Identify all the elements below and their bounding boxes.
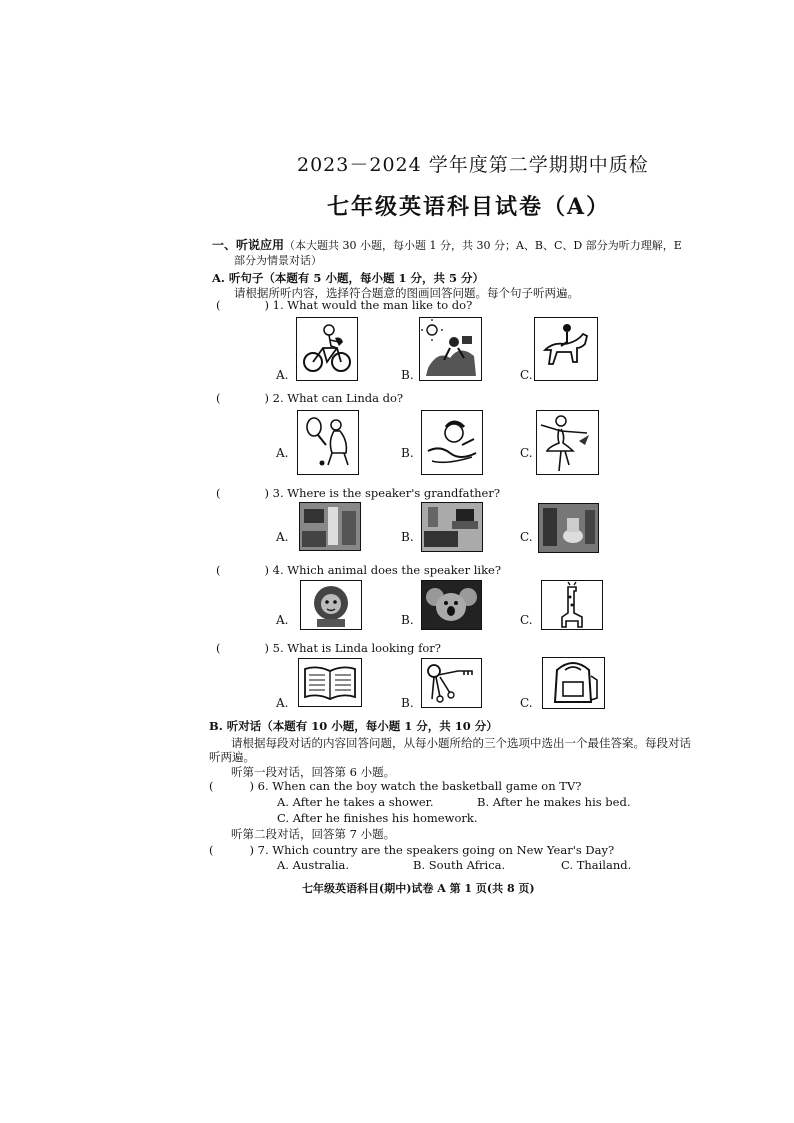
answer-blank[interactable]: ( ) xyxy=(216,486,269,500)
giraffe-icon xyxy=(542,581,602,629)
part1-heading xyxy=(212,236,682,253)
q4-option-a-picture[interactable] xyxy=(300,580,362,630)
q6-option-a[interactable]: A. After he takes a shower. xyxy=(277,795,434,809)
backpack-icon xyxy=(543,658,604,708)
bicycle-icon xyxy=(297,318,357,380)
q2-option-c-picture[interactable] xyxy=(536,410,599,475)
q5-option-b-picture[interactable] xyxy=(421,658,482,708)
q4-option-a-label[interactable]: A. xyxy=(276,613,289,627)
q1-option-b-label[interactable]: B. xyxy=(401,368,414,382)
question-1 xyxy=(216,298,472,312)
q3-option-a-label[interactable]: A. xyxy=(276,530,289,544)
question-3-text: 3. Where is the speaker's grandfather? xyxy=(272,486,501,500)
question-5-text: 5. What is Linda looking for? xyxy=(272,641,441,655)
question-6 xyxy=(209,779,581,793)
lion-icon xyxy=(301,581,361,629)
q2-option-a-label[interactable]: A. xyxy=(276,446,289,460)
q6-option-c[interactable]: C. After he finishes his homework. xyxy=(277,811,478,825)
bathroom-icon xyxy=(539,504,598,552)
kitchen-icon xyxy=(300,503,360,550)
answer-blank[interactable]: ( ) xyxy=(209,843,254,857)
tennis-player-icon xyxy=(298,411,358,474)
question-7-text: 7. Which country are the speakers going on New Year's Day? xyxy=(257,843,615,857)
section-a-instruction: 请根据所听内容，选择符合题意的图画回答问题。每个句子听两遍。 xyxy=(234,286,579,300)
q2-option-a-picture[interactable] xyxy=(297,410,359,475)
q2-option-c-label[interactable]: C. xyxy=(520,446,533,460)
q1-option-b-picture[interactable] xyxy=(419,317,482,381)
q3-option-a-picture[interactable] xyxy=(299,502,361,551)
q2-option-b-picture[interactable] xyxy=(421,410,483,475)
question-5 xyxy=(216,641,441,655)
section-b-heading: B. 听对话（本题有 10 小题，每小题 1 分，共 10 分） xyxy=(209,719,498,733)
answer-blank[interactable]: ( ) xyxy=(216,298,269,312)
q5-option-a-label[interactable]: A. xyxy=(276,696,289,710)
q4-option-c-picture[interactable] xyxy=(541,580,603,630)
exam-title: 2023－2024 学年度第二学期期中质检 xyxy=(297,154,649,176)
answer-blank[interactable]: ( ) xyxy=(216,641,269,655)
answer-blank[interactable]: ( ) xyxy=(216,563,269,577)
part1-note-line2-wrap xyxy=(234,252,322,268)
gardening-icon xyxy=(420,318,481,380)
part1-note-line2: 部分为情景对话） xyxy=(234,254,322,267)
section-b-instruction-line1: 请根据每段对话的内容回答问题，从每小题所给的三个选项中选出一个最佳答案。每段对话 xyxy=(231,736,691,750)
q7-option-a[interactable]: A. Australia. xyxy=(277,858,350,872)
question-2 xyxy=(216,391,403,405)
section-b-instruction-line2: 听两遍。 xyxy=(209,750,255,764)
page-footer: 七年级英语科目(期中)试卷 A 第 1 页(共 8 页) xyxy=(302,882,535,895)
answer-blank[interactable]: ( ) xyxy=(209,779,254,793)
q3-option-b-label[interactable]: B. xyxy=(401,530,414,544)
q7-option-c[interactable]: C. Thailand. xyxy=(561,858,632,872)
q1-option-c-label[interactable]: C. xyxy=(520,368,533,382)
q2-option-b-label[interactable]: B. xyxy=(401,446,414,460)
part1-title: 一、听说应用 xyxy=(212,238,285,252)
dialog-1-instruction: 听第一段对话，回答第 6 小题。 xyxy=(231,765,396,779)
q1-option-c-picture[interactable] xyxy=(534,317,598,381)
question-3 xyxy=(216,486,500,500)
q5-option-c-picture[interactable] xyxy=(542,657,605,709)
living-room-icon xyxy=(422,503,482,551)
question-7 xyxy=(209,843,614,857)
q1-option-a-picture[interactable] xyxy=(296,317,358,381)
question-2-text: 2. What can Linda do? xyxy=(272,391,404,405)
question-6-text: 6. When can the boy watch the basketball game on TV? xyxy=(257,779,582,793)
exam-subtitle: 七年级英语科目试卷（A） xyxy=(327,194,611,220)
horse-riding-icon xyxy=(535,318,597,380)
q5-option-c-label[interactable]: C. xyxy=(520,696,533,710)
q4-option-c-label[interactable]: C. xyxy=(520,613,533,627)
q5-option-a-picture[interactable] xyxy=(298,658,362,707)
keys-icon xyxy=(422,659,481,707)
swimming-girl-icon xyxy=(422,411,482,474)
q3-option-c-label[interactable]: C. xyxy=(520,530,533,544)
q7-option-b[interactable]: B. South Africa. xyxy=(413,858,506,872)
question-1-text: 1. What would the man like to do? xyxy=(272,298,473,312)
section-a-heading: A. 听句子（本题有 5 小题，每小题 1 分，共 5 分） xyxy=(212,271,484,285)
q6-option-b[interactable]: B. After he makes his bed. xyxy=(477,795,631,809)
question-4 xyxy=(216,563,501,577)
q4-option-b-label[interactable]: B. xyxy=(401,613,414,627)
q3-option-b-picture[interactable] xyxy=(421,502,483,552)
q1-option-a-label[interactable]: A. xyxy=(276,368,289,382)
dialog-2-instruction: 听第二段对话，回答第 7 小题。 xyxy=(231,827,396,841)
q5-option-b-label[interactable]: B. xyxy=(401,696,414,710)
question-4-text: 4. Which animal does the speaker like? xyxy=(272,563,502,577)
q4-option-b-picture[interactable] xyxy=(421,580,482,630)
ballet-dancer-icon xyxy=(537,411,598,474)
koala-icon xyxy=(422,581,481,629)
answer-blank[interactable]: ( ) xyxy=(216,391,269,405)
q3-option-c-picture[interactable] xyxy=(538,503,599,553)
part1-note-line1: （本大题共 30 小题，每小题 1 分，共 30 分；A、B、C、D 部分为听力理解，E xyxy=(284,239,682,252)
book-icon xyxy=(299,659,361,706)
